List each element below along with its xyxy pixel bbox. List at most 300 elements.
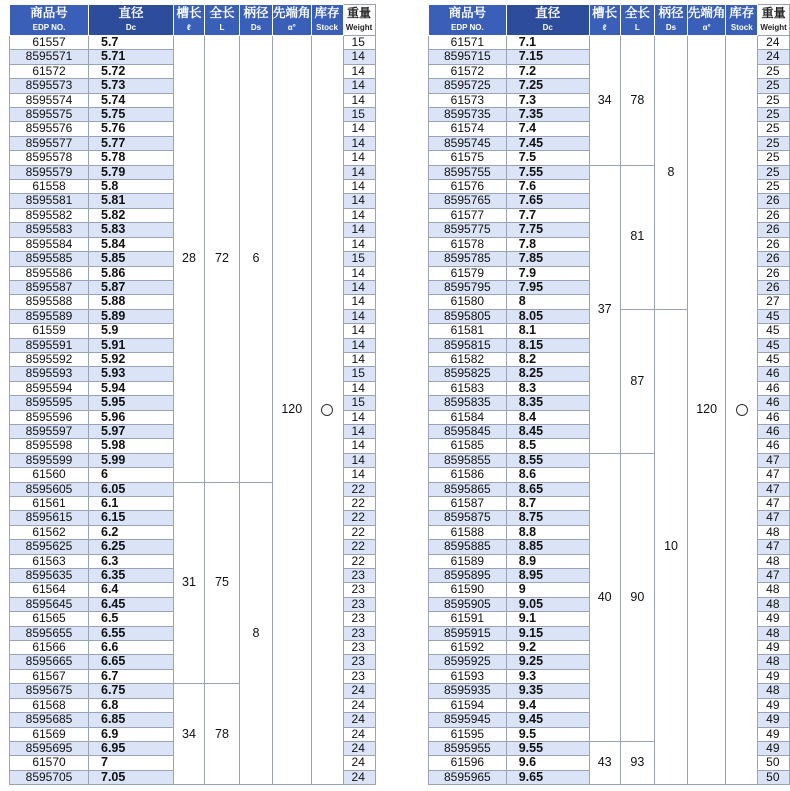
diameter-cell: 8.8 xyxy=(506,525,589,539)
diameter-cell: 5.73 xyxy=(89,79,174,93)
diameter-cell: 5.81 xyxy=(89,194,174,208)
column-header-dc xyxy=(506,5,589,36)
weight-cell: 15 xyxy=(343,36,375,50)
diameter-cell: 6.3 xyxy=(89,554,174,568)
weight-cell: 48 xyxy=(758,525,790,539)
edp-number-cell: 8595573 xyxy=(10,79,89,93)
diameter-cell: 7.35 xyxy=(506,108,589,122)
weight-cell: 47 xyxy=(758,453,790,467)
edp-number-cell: 8595596 xyxy=(10,410,89,424)
column-header-angle xyxy=(687,5,726,36)
diameter-cell: 7.8 xyxy=(506,237,589,251)
diameter-cell: 6.4 xyxy=(89,583,174,597)
shank-cell: 10 xyxy=(655,309,688,784)
diameter-cell: 8.25 xyxy=(506,367,589,381)
drill-spec-table-left xyxy=(9,4,376,785)
diameter-cell: 9.4 xyxy=(506,698,589,712)
edp-number-cell: 8595605 xyxy=(10,482,89,496)
edp-number-cell: 8595599 xyxy=(10,453,89,467)
edp-number-cell: 61567 xyxy=(10,669,89,683)
edp-number-cell: 8595583 xyxy=(10,223,89,237)
edp-number-cell: 61563 xyxy=(10,554,89,568)
weight-cell: 14 xyxy=(343,381,375,395)
weight-cell: 14 xyxy=(343,453,375,467)
edp-number-cell: 61580 xyxy=(429,295,507,309)
edp-number-cell: 8595955 xyxy=(429,741,507,755)
length-cell: 81 xyxy=(620,165,655,309)
diameter-cell: 8.5 xyxy=(506,439,589,453)
weight-cell: 24 xyxy=(343,698,375,712)
diameter-cell: 5.72 xyxy=(89,64,174,78)
diameter-cell: 8.3 xyxy=(506,381,589,395)
diameter-cell: 9.55 xyxy=(506,741,589,755)
edp-number-cell: 8595855 xyxy=(429,453,507,467)
column-header-angle xyxy=(273,5,312,36)
weight-cell: 14 xyxy=(343,352,375,366)
flute-cell: 28 xyxy=(174,36,205,483)
column-header-sublabel: ℓ xyxy=(187,22,191,32)
weight-cell: 46 xyxy=(758,367,790,381)
edp-number-cell: 8595597 xyxy=(10,424,89,438)
diameter-cell: 8.05 xyxy=(506,309,589,323)
diameter-cell: 7.55 xyxy=(506,165,589,179)
diameter-cell: 6.5 xyxy=(89,612,174,626)
column-header-sublabel: L xyxy=(634,22,640,32)
edp-number-cell: 61561 xyxy=(10,497,89,511)
edp-number-cell: 61592 xyxy=(429,641,507,655)
diameter-cell: 7.85 xyxy=(506,252,589,266)
length-cell: 78 xyxy=(205,684,240,785)
weight-cell: 23 xyxy=(343,655,375,669)
column-header-sublabel: Stock xyxy=(730,22,753,32)
edp-number-cell: 61576 xyxy=(429,180,507,194)
diameter-cell: 6.45 xyxy=(89,597,174,611)
diameter-cell: 6.2 xyxy=(89,525,174,539)
column-header-sublabel: α° xyxy=(702,22,711,32)
diameter-cell: 5.7 xyxy=(89,36,174,50)
length-cell: 75 xyxy=(205,482,240,684)
diameter-cell: 9 xyxy=(506,583,589,597)
edp-number-cell: 61596 xyxy=(429,756,507,770)
column-header-weight xyxy=(758,5,790,36)
edp-number-cell: 61583 xyxy=(429,381,507,395)
weight-cell: 25 xyxy=(758,151,790,165)
weight-cell: 26 xyxy=(758,252,790,266)
edp-number-cell: 61574 xyxy=(429,122,507,136)
diameter-cell: 6.8 xyxy=(89,698,174,712)
weight-cell: 14 xyxy=(343,151,375,165)
edp-number-cell: 8595581 xyxy=(10,194,89,208)
column-header-label: 先端角 xyxy=(687,5,726,20)
column-header-label: 槽长 xyxy=(592,5,618,20)
diameter-cell: 8.2 xyxy=(506,352,589,366)
column-header-sublabel: Weight xyxy=(345,22,373,32)
weight-cell: 23 xyxy=(343,612,375,626)
column-header-weight xyxy=(343,5,375,36)
weight-cell: 45 xyxy=(758,324,790,338)
weight-cell: 48 xyxy=(758,626,790,640)
edp-number-cell: 8595594 xyxy=(10,381,89,395)
column-header-sublabel: Dc xyxy=(125,22,137,32)
diameter-cell: 5.92 xyxy=(89,352,174,366)
weight-cell: 24 xyxy=(343,713,375,727)
edp-number-cell: 8595895 xyxy=(429,569,507,583)
weight-cell: 23 xyxy=(343,583,375,597)
column-header-length xyxy=(205,5,240,36)
weight-cell: 14 xyxy=(343,194,375,208)
diameter-cell: 8.95 xyxy=(506,569,589,583)
shank-cell: 6 xyxy=(240,36,273,483)
shank-cell: 8 xyxy=(240,482,273,785)
edp-number-cell: 61565 xyxy=(10,612,89,626)
weight-cell: 22 xyxy=(343,497,375,511)
edp-number-cell: 8595588 xyxy=(10,295,89,309)
diameter-cell: 7.9 xyxy=(506,266,589,280)
diameter-cell: 8.15 xyxy=(506,338,589,352)
edp-number-cell: 8595587 xyxy=(10,280,89,294)
diameter-cell: 5.95 xyxy=(89,396,174,410)
weight-cell: 14 xyxy=(343,266,375,280)
diameter-cell: 5.78 xyxy=(89,151,174,165)
weight-cell: 14 xyxy=(343,424,375,438)
diameter-cell: 5.91 xyxy=(89,338,174,352)
edp-number-cell: 61594 xyxy=(429,698,507,712)
diameter-cell: 8.9 xyxy=(506,554,589,568)
weight-cell: 14 xyxy=(343,223,375,237)
weight-cell: 25 xyxy=(758,165,790,179)
edp-number-cell: 61559 xyxy=(10,324,89,338)
column-header-label: 商品号 xyxy=(448,5,487,20)
edp-number-cell: 61564 xyxy=(10,583,89,597)
weight-cell: 14 xyxy=(343,439,375,453)
diameter-cell: 8.35 xyxy=(506,396,589,410)
edp-number-cell: 8595571 xyxy=(10,50,89,64)
column-header-sublabel: α° xyxy=(287,22,296,32)
column-header-flute xyxy=(174,5,205,36)
weight-cell: 25 xyxy=(758,136,790,150)
diameter-cell: 9.65 xyxy=(506,770,589,784)
weight-cell: 23 xyxy=(343,597,375,611)
diameter-cell: 8.85 xyxy=(506,540,589,554)
angle-cell: 120 xyxy=(273,36,312,785)
weight-cell: 48 xyxy=(758,583,790,597)
diameter-cell: 5.97 xyxy=(89,424,174,438)
column-header-label: 全长 xyxy=(624,5,650,20)
weight-cell: 46 xyxy=(758,439,790,453)
diameter-cell: 5.9 xyxy=(89,324,174,338)
diameter-cell: 9.15 xyxy=(506,626,589,640)
edp-number-cell: 8595665 xyxy=(10,655,89,669)
diameter-cell: 7.1 xyxy=(506,36,589,50)
diameter-cell: 5.82 xyxy=(89,208,174,222)
edp-number-cell: 8595845 xyxy=(429,424,507,438)
weight-cell: 15 xyxy=(343,396,375,410)
edp-number-cell: 61593 xyxy=(429,669,507,683)
diameter-cell: 7.65 xyxy=(506,194,589,208)
weight-cell: 49 xyxy=(758,713,790,727)
edp-number-cell: 61572 xyxy=(429,64,507,78)
column-header-label: 直径 xyxy=(535,5,561,20)
flute-cell: 34 xyxy=(589,36,620,166)
weight-cell: 15 xyxy=(343,108,375,122)
edp-number-cell: 8595885 xyxy=(429,540,507,554)
column-header-sublabel: ℓ xyxy=(602,22,607,32)
weight-cell: 49 xyxy=(758,741,790,755)
edp-number-cell: 8595591 xyxy=(10,338,89,352)
diameter-cell: 5.94 xyxy=(89,381,174,395)
weight-cell: 48 xyxy=(758,684,790,698)
diameter-cell: 8.45 xyxy=(506,424,589,438)
column-header-label: 全长 xyxy=(209,5,235,20)
diameter-cell: 8 xyxy=(506,295,589,309)
diameter-cell: 5.71 xyxy=(89,50,174,64)
edp-number-cell: 61569 xyxy=(10,727,89,741)
edp-number-cell: 8595577 xyxy=(10,136,89,150)
column-header-label: 槽长 xyxy=(176,5,202,20)
weight-cell: 14 xyxy=(343,208,375,222)
edp-number-cell: 8595574 xyxy=(10,93,89,107)
edp-number-cell: 8595825 xyxy=(429,367,507,381)
weight-cell: 47 xyxy=(758,511,790,525)
weight-cell: 24 xyxy=(343,770,375,784)
column-header-sublabel: Weight xyxy=(760,22,787,32)
diameter-cell: 6.85 xyxy=(89,713,174,727)
edp-number-cell: 8595925 xyxy=(429,655,507,669)
diameter-cell: 5.86 xyxy=(89,266,174,280)
length-cell: 90 xyxy=(620,453,655,741)
edp-number-cell: 61586 xyxy=(429,468,507,482)
edp-number-cell: 8595715 xyxy=(429,50,507,64)
column-header-label: 重量 xyxy=(347,5,372,20)
diameter-cell: 9.45 xyxy=(506,713,589,727)
edp-number-cell: 8595755 xyxy=(429,165,507,179)
stock-cell xyxy=(311,36,343,785)
diameter-cell: 5.79 xyxy=(89,165,174,179)
edp-number-cell: 61566 xyxy=(10,641,89,655)
diameter-cell: 9.25 xyxy=(506,655,589,669)
weight-cell: 26 xyxy=(758,194,790,208)
weight-cell: 23 xyxy=(343,669,375,683)
diameter-cell: 5.84 xyxy=(89,237,174,251)
length-cell: 72 xyxy=(205,36,240,483)
diameter-cell: 5.83 xyxy=(89,223,174,237)
table-row xyxy=(429,36,790,50)
edp-number-cell: 61575 xyxy=(429,151,507,165)
edp-number-cell: 8595685 xyxy=(10,713,89,727)
edp-number-cell: 8595705 xyxy=(10,770,89,784)
weight-cell: 47 xyxy=(758,497,790,511)
edp-number-cell: 8595625 xyxy=(10,540,89,554)
edp-number-cell: 61585 xyxy=(429,439,507,453)
table-body xyxy=(10,36,376,785)
column-header-flute xyxy=(589,5,620,36)
weight-cell: 48 xyxy=(758,554,790,568)
diameter-cell: 8.1 xyxy=(506,324,589,338)
weight-cell: 24 xyxy=(343,684,375,698)
edp-number-cell: 8595598 xyxy=(10,439,89,453)
diameter-cell: 5.77 xyxy=(89,136,174,150)
angle-cell: 120 xyxy=(687,36,726,785)
weight-cell: 23 xyxy=(343,641,375,655)
diameter-cell: 9.2 xyxy=(506,641,589,655)
table-header xyxy=(10,5,376,36)
weight-cell: 47 xyxy=(758,569,790,583)
edp-number-cell: 8595805 xyxy=(429,309,507,323)
edp-number-cell: 8595905 xyxy=(429,597,507,611)
weight-cell: 22 xyxy=(343,525,375,539)
edp-number-cell: 8595695 xyxy=(10,741,89,755)
weight-cell: 45 xyxy=(758,309,790,323)
diameter-cell: 5.96 xyxy=(89,410,174,424)
column-header-sublabel: EDP NO. xyxy=(32,22,66,32)
flute-cell: 31 xyxy=(174,482,205,684)
weight-cell: 14 xyxy=(343,136,375,150)
edp-number-cell: 61595 xyxy=(429,727,507,741)
weight-cell: 25 xyxy=(758,79,790,93)
edp-number-cell: 8595915 xyxy=(429,626,507,640)
diameter-cell: 8.4 xyxy=(506,410,589,424)
diameter-cell: 7.45 xyxy=(506,136,589,150)
flute-cell: 40 xyxy=(589,453,620,741)
edp-number-cell: 8595815 xyxy=(429,338,507,352)
diameter-cell: 6.05 xyxy=(89,482,174,496)
flute-cell: 37 xyxy=(589,165,620,453)
edp-number-cell: 61572 xyxy=(10,64,89,78)
column-header-label: 重量 xyxy=(761,5,786,20)
diameter-cell: 7.3 xyxy=(506,93,589,107)
table-header xyxy=(429,5,790,36)
column-header-label: 柄径 xyxy=(243,5,269,20)
edp-number-cell: 61589 xyxy=(429,554,507,568)
diameter-cell: 9.05 xyxy=(506,597,589,611)
weight-cell: 15 xyxy=(343,252,375,266)
diameter-cell: 8.7 xyxy=(506,497,589,511)
weight-cell: 22 xyxy=(343,540,375,554)
weight-cell: 22 xyxy=(343,482,375,496)
weight-cell: 48 xyxy=(758,655,790,669)
stock-cell xyxy=(726,36,758,785)
diameter-cell: 6.6 xyxy=(89,641,174,655)
weight-cell: 24 xyxy=(758,36,790,50)
diameter-cell: 5.88 xyxy=(89,295,174,309)
diameter-cell: 6.35 xyxy=(89,569,174,583)
diameter-cell: 7.5 xyxy=(506,151,589,165)
edp-number-cell: 8595725 xyxy=(429,79,507,93)
weight-cell: 26 xyxy=(758,266,790,280)
diameter-cell: 6.65 xyxy=(89,655,174,669)
length-cell: 78 xyxy=(620,36,655,166)
column-header-stock xyxy=(726,5,758,36)
column-header-label: 商品号 xyxy=(30,5,68,20)
column-header-sublabel: Stock xyxy=(316,22,338,32)
weight-cell: 25 xyxy=(758,64,790,78)
flute-cell: 43 xyxy=(589,741,620,784)
column-header-edp xyxy=(10,5,89,36)
edp-number-cell: 61579 xyxy=(429,266,507,280)
weight-cell: 14 xyxy=(343,280,375,294)
weight-cell: 50 xyxy=(758,770,790,784)
drill-spec-table-right xyxy=(428,4,790,785)
weight-cell: 15 xyxy=(343,367,375,381)
weight-cell: 48 xyxy=(758,597,790,611)
table-row xyxy=(10,36,376,50)
weight-cell: 23 xyxy=(343,626,375,640)
edp-number-cell: 8595578 xyxy=(10,151,89,165)
weight-cell: 26 xyxy=(758,237,790,251)
table-body xyxy=(429,36,790,785)
edp-number-cell: 8595765 xyxy=(429,194,507,208)
weight-cell: 22 xyxy=(343,554,375,568)
edp-number-cell: 8595579 xyxy=(10,165,89,179)
diameter-cell: 9.5 xyxy=(506,727,589,741)
diameter-cell: 7.75 xyxy=(506,223,589,237)
edp-number-cell: 8595593 xyxy=(10,367,89,381)
weight-cell: 46 xyxy=(758,396,790,410)
diameter-cell: 7.7 xyxy=(506,208,589,222)
diameter-cell: 9.3 xyxy=(506,669,589,683)
edp-number-cell: 61568 xyxy=(10,698,89,712)
edp-number-cell: 61590 xyxy=(429,583,507,597)
shank-cell: 8 xyxy=(655,36,688,310)
diameter-cell: 5.99 xyxy=(89,453,174,467)
diameter-cell: 8.55 xyxy=(506,453,589,467)
diameter-cell: 5.8 xyxy=(89,180,174,194)
column-header-label: 柄径 xyxy=(658,5,684,20)
column-header-sublabel: Dc xyxy=(542,22,553,32)
weight-cell: 49 xyxy=(758,641,790,655)
diameter-cell: 5.76 xyxy=(89,122,174,136)
edp-number-cell: 61558 xyxy=(10,180,89,194)
diameter-cell: 7 xyxy=(89,756,174,770)
edp-number-cell: 61582 xyxy=(429,352,507,366)
weight-cell: 26 xyxy=(758,208,790,222)
edp-number-cell: 61584 xyxy=(429,410,507,424)
edp-number-cell: 61571 xyxy=(429,36,507,50)
edp-number-cell: 8595585 xyxy=(10,252,89,266)
edp-number-cell: 61587 xyxy=(429,497,507,511)
edp-number-cell: 8595592 xyxy=(10,352,89,366)
edp-number-cell: 61570 xyxy=(10,756,89,770)
diameter-cell: 5.74 xyxy=(89,93,174,107)
edp-number-cell: 8595875 xyxy=(429,511,507,525)
weight-cell: 49 xyxy=(758,612,790,626)
diameter-cell: 5.85 xyxy=(89,252,174,266)
weight-cell: 14 xyxy=(343,324,375,338)
diameter-cell: 6 xyxy=(89,468,174,482)
diameter-cell: 8.65 xyxy=(506,482,589,496)
weight-cell: 26 xyxy=(758,280,790,294)
diameter-cell: 7.4 xyxy=(506,122,589,136)
weight-cell: 49 xyxy=(758,727,790,741)
column-header-edp xyxy=(429,5,507,36)
diameter-cell: 6.55 xyxy=(89,626,174,640)
edp-number-cell: 8595645 xyxy=(10,597,89,611)
weight-cell: 49 xyxy=(758,669,790,683)
edp-number-cell: 8595635 xyxy=(10,569,89,583)
column-header-shank xyxy=(240,5,273,36)
weight-cell: 14 xyxy=(343,79,375,93)
weight-cell: 14 xyxy=(343,93,375,107)
column-header-sublabel: EDP NO. xyxy=(450,22,484,32)
edp-number-cell: 8595735 xyxy=(429,108,507,122)
edp-number-cell: 61581 xyxy=(429,324,507,338)
column-header-label: 库存 xyxy=(314,5,340,20)
weight-cell: 25 xyxy=(758,108,790,122)
edp-number-cell: 8595615 xyxy=(10,511,89,525)
weight-cell: 46 xyxy=(758,424,790,438)
weight-cell: 14 xyxy=(343,309,375,323)
diameter-cell: 5.89 xyxy=(89,309,174,323)
